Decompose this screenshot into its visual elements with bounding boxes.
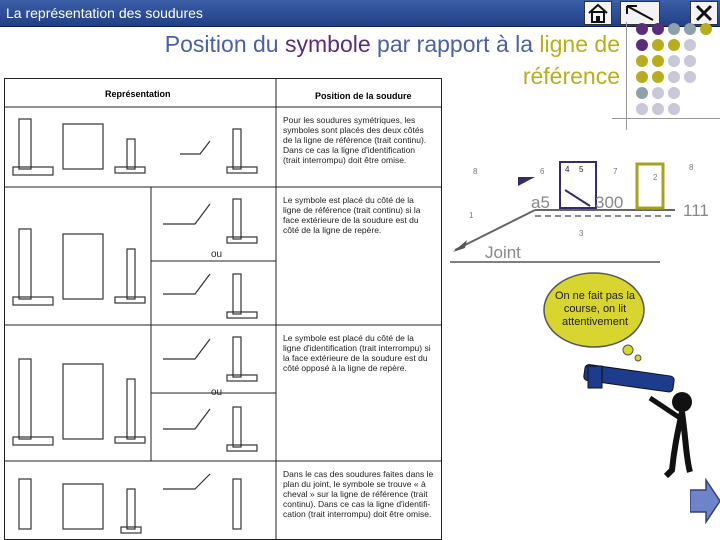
callout-1: 1	[469, 211, 474, 220]
decor-horizontal-line	[612, 118, 720, 119]
decor-dot	[668, 55, 680, 67]
callout-7: 7	[613, 167, 618, 176]
decor-dot	[668, 39, 680, 51]
home-icon	[585, 2, 611, 24]
label-111: 111	[683, 201, 709, 220]
callout-3: 3	[579, 229, 584, 238]
decor-dot	[636, 103, 648, 115]
table-header-position: Position de la soudure	[315, 91, 412, 101]
decor-dot	[636, 87, 648, 99]
decor-dot	[668, 87, 680, 99]
label-a5: a5	[531, 193, 550, 212]
decor-dot	[636, 55, 648, 67]
decor-vertical-line	[626, 22, 627, 130]
decor-dot	[652, 39, 664, 51]
table-header-representation: Représentation	[105, 89, 171, 99]
row3-note: Le symbole est placé du côté de la ligne d'identification (trait interrompu) si la face extérieure de la soudure est du côté opposé à la ligne de repère.	[283, 333, 431, 373]
title-part1: Position du	[164, 31, 285, 57]
row2-note: Le symbole est placé du côté de la ligne de référence (trait continu) si la face extérieure de la soudure est du côté de la ligne de repère.	[283, 195, 421, 235]
decor-dot	[636, 39, 648, 51]
label-num-4: 4	[565, 165, 570, 174]
callout-8a: 8	[473, 167, 478, 176]
decor-dot	[652, 71, 664, 83]
close-button[interactable]	[690, 1, 718, 25]
decor-dot	[684, 55, 696, 67]
title-part2: par rapport à la	[370, 31, 540, 57]
close-icon	[691, 2, 717, 24]
bubble-text: On ne fait pas la course, on lit attentivement	[554, 290, 636, 328]
title-line2: référence	[522, 63, 620, 89]
decor-dot	[700, 23, 712, 35]
row1-note: Pour les soudures symétriques, les symboles sont placés des deux côtés de la ligne de référence (trait continu). Dans ce cas la ligne d'identification (trait interrompu) doit être omise.	[283, 115, 427, 165]
app-title: La représentation des soudures	[6, 5, 203, 21]
label-300: 300	[595, 193, 624, 212]
decor-dot	[652, 55, 664, 67]
callout-8b: 8	[689, 163, 694, 172]
weld-symbol-diagram	[445, 150, 720, 270]
title-keyword-symbole: symbole	[285, 31, 371, 57]
decor-dot	[684, 71, 696, 83]
decor-dot	[636, 71, 648, 83]
decor-dot	[684, 39, 696, 51]
label-joint: Joint	[485, 243, 521, 262]
decor-dot	[652, 87, 664, 99]
ou-label-2: ou	[211, 387, 223, 398]
title-bar	[0, 0, 720, 27]
decor-dot	[636, 23, 648, 35]
decor-dot	[668, 23, 680, 35]
next-arrow-icon	[690, 480, 720, 522]
decor-dot	[652, 103, 664, 115]
callout-2: 2	[653, 173, 658, 182]
decor-dot	[684, 23, 696, 35]
decor-dot	[668, 103, 680, 115]
decor-dot	[652, 23, 664, 35]
row4-note: Dans le cas des soudures faites dans le plan du joint, le symbole se trouve « à cheval » sur la ligne de référence (trait continu). Dans ce cas la ligne d'identifi- cation (trait interrompu) doit être omise.	[283, 469, 434, 519]
weld-position-table	[4, 78, 442, 540]
telescope-figure-icon	[582, 340, 702, 480]
decor-dot	[668, 71, 680, 83]
title-keyword-ligne: ligne de	[539, 31, 620, 57]
next-button[interactable]	[690, 478, 720, 524]
home-button[interactable]	[584, 1, 612, 25]
label-num-5: 5	[579, 165, 584, 174]
ou-label-1: ou	[211, 249, 223, 260]
callout-6: 6	[540, 167, 545, 176]
back-arrow-icon	[621, 2, 659, 24]
